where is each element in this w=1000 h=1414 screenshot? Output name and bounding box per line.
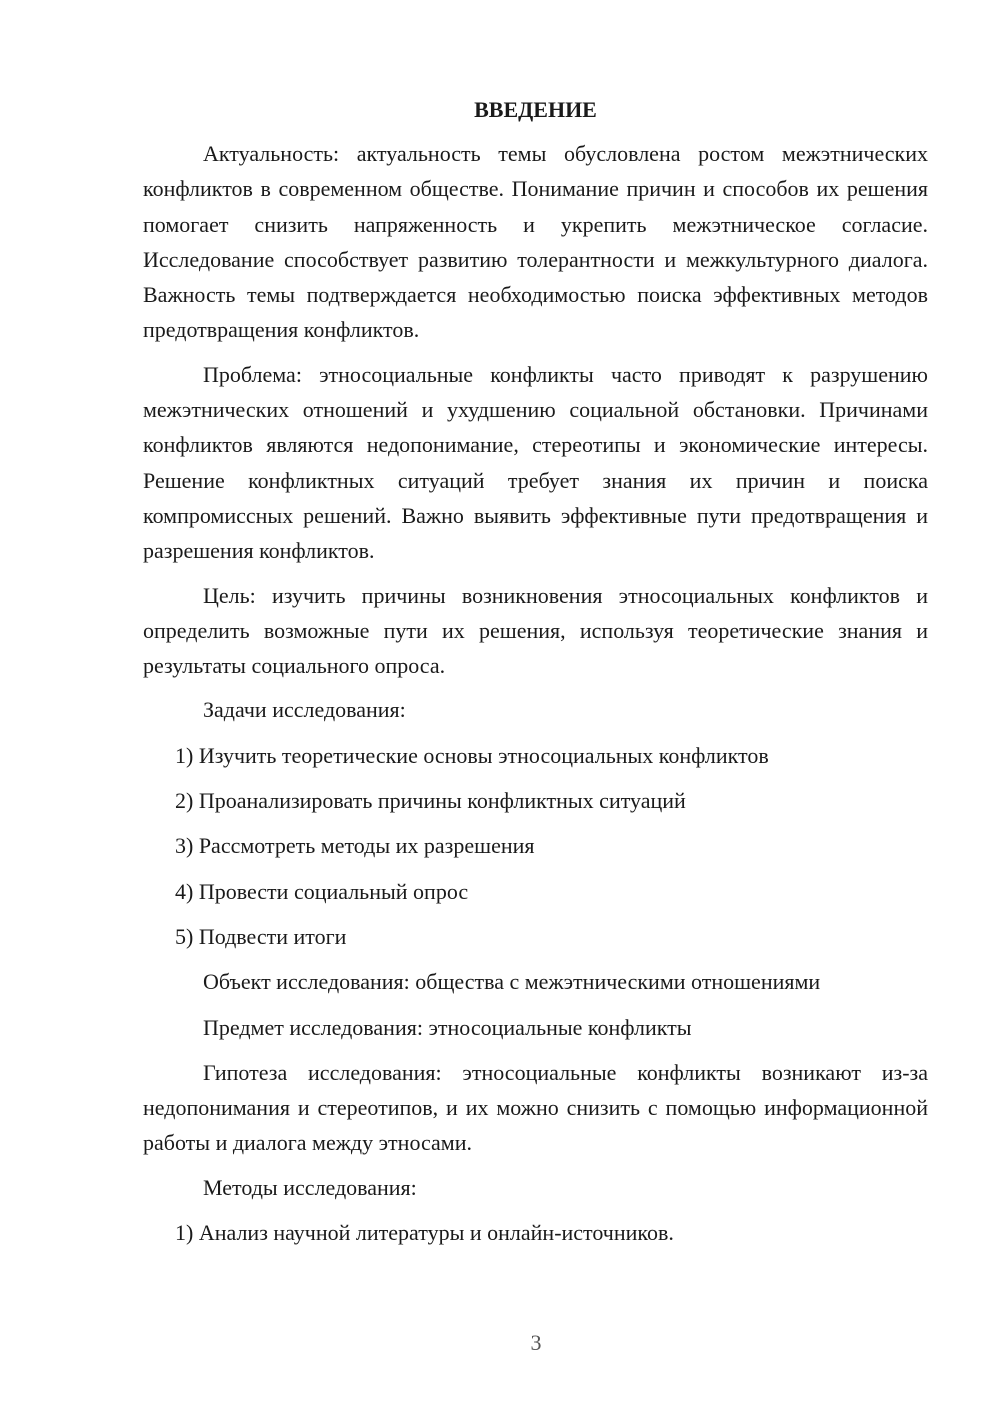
paragraph-hypothesis: Гипотеза исследования: этносоциальные конфликты возникают из-за недопонимания и стереотипов, и их можно снизить с помощью информационной работы и диалога между этносами. bbox=[143, 1059, 928, 1156]
page-number: 3 bbox=[530, 1330, 542, 1355]
task-item: 4) Провести социальный опрос bbox=[175, 878, 469, 904]
paragraph-problem: Проблема: этносоциальные конфликты часто приводят к разрушению межэтнических отношений и ухудшению социальной обстановки. Причинами конфликтов являются недопонимание, стереотипы и экономические интересы. Решение конфликтных ситуаций требует знания их причин и поиска компромиссных решений. Важно выявить эффективные пути предотвращения и разрешения конфликтов. bbox=[143, 361, 928, 564]
tasks-heading: Задачи исследования: bbox=[203, 697, 406, 723]
task-item: 2) Проанализировать причины конфликтных ситуаций bbox=[175, 788, 686, 814]
methods-heading: Методы исследования: bbox=[203, 1174, 417, 1200]
section-title: ВВЕДЕНИЕ bbox=[474, 97, 597, 122]
research-subject: Предмет исследования: этносоциальные конфликты bbox=[203, 1014, 692, 1040]
method-item: 1) Анализ научной литературы и онлайн-источников. bbox=[175, 1220, 674, 1246]
task-item: 3) Рассмотреть методы их разрешения bbox=[175, 833, 535, 859]
paragraph-relevance: Актуальность: актуальность темы обусловлена ростом межэтнических конфликтов в современном обществе. Понимание причин и способов их решения помогает снизить напряженность и укрепить межэтническое согласие. Исследование способствует развитию толерантности и межкультурного диалога. Важность темы подтверждается необходимостью поиска эффективных методов предотвращения конфликтов. bbox=[143, 141, 928, 343]
task-item: 1) Изучить теоретические основы этносоциальных конфликтов bbox=[175, 742, 769, 768]
task-item: 5) Подвести итоги bbox=[175, 923, 347, 949]
document-page bbox=[143, 92, 928, 1260]
paragraph-goal: Цель: изучить причины возникновения этносоциальных конфликтов и определить возможные пути их решения, используя теоретические знания и результаты социального опроса. bbox=[143, 582, 928, 679]
research-object: Объект исследования: общества с межэтническими отношениями bbox=[203, 969, 821, 995]
